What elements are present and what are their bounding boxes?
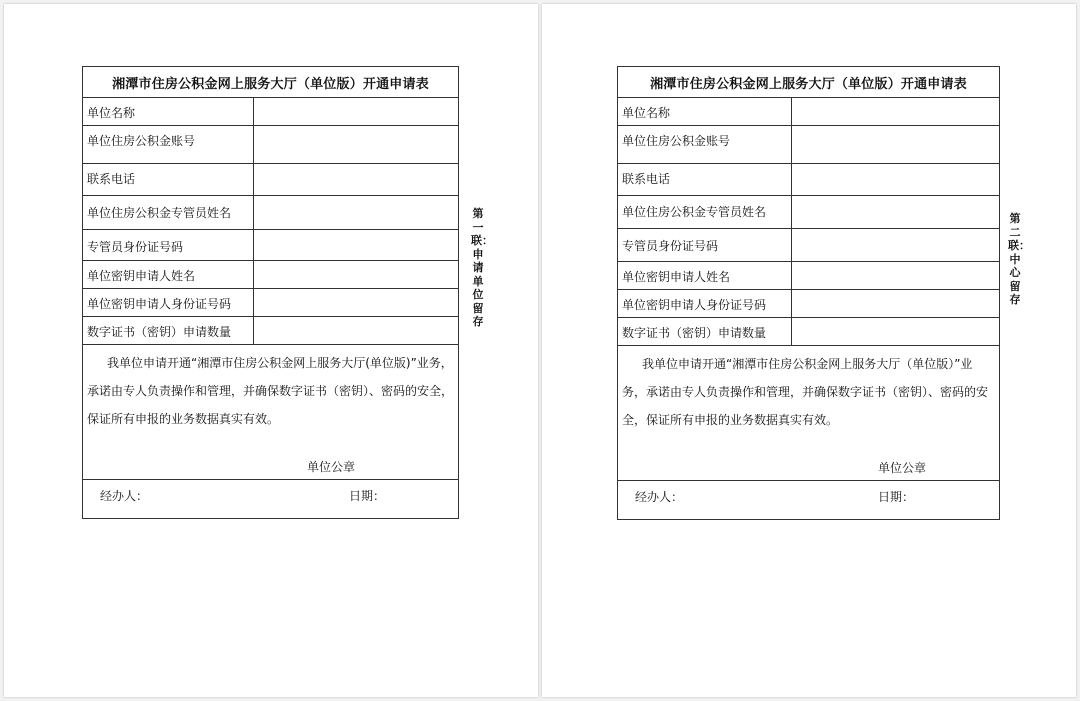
date-label: 日期：	[349, 489, 386, 503]
field-value-cell[interactable]	[792, 98, 999, 125]
field-label: 单位密钥申请人姓名	[618, 262, 792, 289]
handler-label: 经办人：	[100, 489, 149, 503]
field-label: 单位密钥申请人身份证号码	[83, 289, 254, 316]
signature-row	[83, 480, 458, 518]
field-label: 联系电话	[83, 164, 254, 195]
form-title: 湘潭市住房公积金网上服务大厅（单位版）开通申请表	[83, 67, 458, 98]
field-label: 单位住房公积金账号	[83, 126, 254, 163]
form-title: 湘潭市住房公积金网上服务大厅（单位版）开通申请表	[618, 67, 999, 98]
field-label: 单位名称	[83, 98, 254, 125]
field-label: 专管员身份证号码	[83, 230, 254, 260]
application-form	[617, 66, 1000, 520]
form-row-cert-quantity	[618, 318, 999, 346]
field-value-cell[interactable]	[254, 126, 458, 163]
form-row-key-applicant-name	[83, 261, 458, 289]
document-page-second-copy	[542, 4, 1076, 697]
field-value-cell[interactable]	[254, 317, 458, 344]
handler-label: 经办人：	[635, 490, 684, 504]
form-row-key-applicant-name	[618, 262, 999, 290]
field-label: 联系电话	[618, 164, 792, 195]
field-value-cell[interactable]	[792, 262, 999, 289]
field-value-cell[interactable]	[254, 261, 458, 288]
field-value-cell[interactable]	[792, 126, 999, 163]
form-row-manager-id	[83, 230, 458, 261]
field-value-cell[interactable]	[254, 230, 458, 260]
field-value-cell[interactable]	[254, 164, 458, 195]
field-label: 数字证书（密钥）申请数量	[618, 318, 792, 345]
field-label: 单位名称	[618, 98, 792, 125]
field-value-cell[interactable]	[792, 290, 999, 317]
field-label: 单位密钥申请人姓名	[83, 261, 254, 288]
field-value-cell[interactable]	[792, 164, 999, 195]
form-row-manager-id	[618, 229, 999, 262]
declaration-section	[618, 346, 999, 481]
field-label: 单位住房公积金账号	[618, 126, 792, 163]
form-row-cert-quantity	[83, 317, 458, 345]
field-label: 数字证书（密钥）申请数量	[83, 317, 254, 344]
field-label: 单位住房公积金专管员姓名	[618, 196, 792, 228]
form-row-manager-name	[83, 196, 458, 230]
field-value-cell[interactable]	[792, 196, 999, 228]
declaration-text: 我单位申请开通“湘潭市住房公积金网上服务大厅（单位版）”业务，承诺由专人负责操作和管理，并确保数字证书（密钥）、密码的安全，保证所有申报的业务数据真实有效。	[622, 357, 989, 427]
form-row-key-applicant-id	[618, 290, 999, 318]
field-label: 单位住房公积金专管员姓名	[83, 196, 254, 229]
field-value-cell[interactable]	[254, 98, 458, 125]
application-form	[82, 66, 459, 519]
form-row-account	[618, 126, 999, 164]
form-row-unit-name	[83, 98, 458, 126]
seal-label: 单位公章	[878, 461, 927, 475]
field-label: 专管员身份证号码	[618, 229, 792, 261]
declaration-section	[83, 345, 458, 480]
seal-label: 单位公章	[307, 460, 356, 474]
copy-side-label: 第一联：申请单位留存	[471, 207, 493, 328]
field-value-cell[interactable]	[792, 318, 999, 345]
document-page-first-copy	[4, 4, 538, 697]
field-label: 单位密钥申请人身份证号码	[618, 290, 792, 317]
form-row-key-applicant-id	[83, 289, 458, 317]
declaration-text: 我单位申请开通“湘潭市住房公积金网上服务大厅(单位版)”业务，承诺由专人负责操作和管理，并确保数字证书（密钥）、密码的安全，保证所有申报的业务数据真实有效。	[87, 356, 454, 426]
form-row-unit-name	[618, 98, 999, 126]
form-row-account	[83, 126, 458, 164]
copy-side-label: 第二联：中心留存	[1008, 212, 1030, 306]
signature-row	[618, 481, 999, 519]
field-value-cell[interactable]	[254, 196, 458, 229]
field-value-cell[interactable]	[254, 289, 458, 316]
date-label: 日期：	[878, 490, 915, 504]
form-row-phone	[618, 164, 999, 196]
form-row-manager-name	[618, 196, 999, 229]
form-row-phone	[83, 164, 458, 196]
field-value-cell[interactable]	[792, 229, 999, 261]
